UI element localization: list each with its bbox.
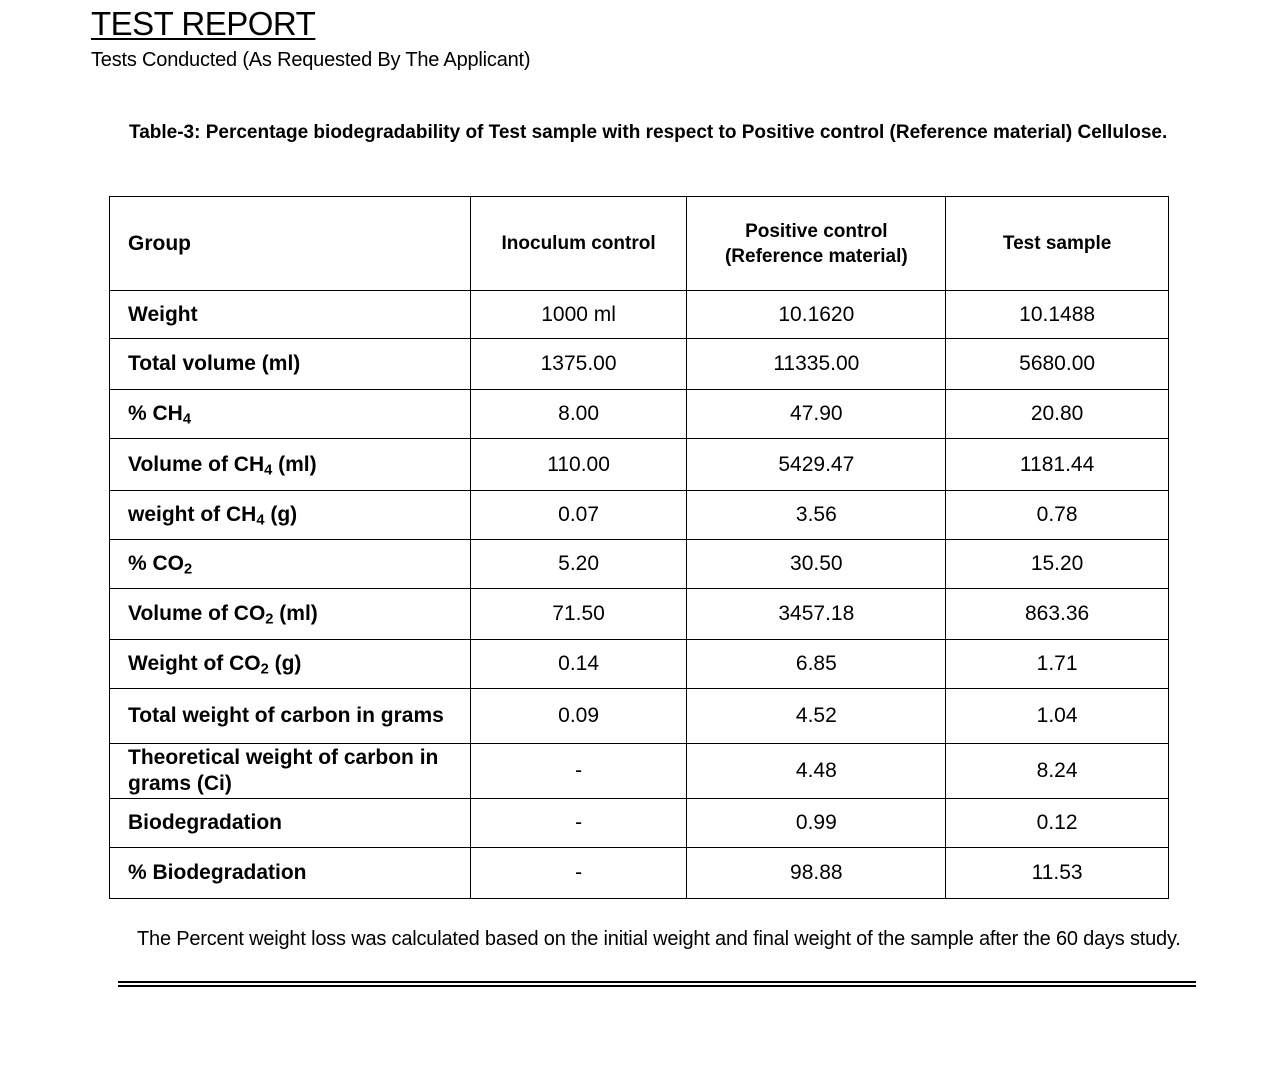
footer-double-rule bbox=[118, 981, 1196, 987]
row-label-suffix: (ml) bbox=[273, 602, 318, 625]
row-label bbox=[110, 848, 471, 899]
cell-inoculum-control: 5.20 bbox=[470, 540, 687, 589]
row-label-subscript: 4 bbox=[256, 512, 265, 529]
row-label bbox=[110, 689, 471, 744]
row-label-text: % CO bbox=[128, 552, 185, 575]
table-body bbox=[110, 291, 1169, 899]
cell-test-sample: 0.12 bbox=[946, 799, 1169, 848]
report-subtitle: Tests Conducted (As Requested By The Applicant) bbox=[91, 49, 531, 71]
row-label-subscript: 4 bbox=[264, 462, 273, 479]
cell-positive-control: 47.90 bbox=[687, 390, 946, 439]
cell-inoculum-control: - bbox=[470, 744, 687, 799]
table-row bbox=[110, 491, 1169, 540]
row-label bbox=[110, 439, 471, 491]
row-label bbox=[110, 491, 471, 540]
cell-positive-control: 4.48 bbox=[687, 744, 946, 799]
row-label bbox=[110, 799, 471, 848]
cell-positive-control: 98.88 bbox=[687, 848, 946, 899]
row-label bbox=[110, 589, 471, 640]
table-row bbox=[110, 540, 1169, 589]
table-row bbox=[110, 799, 1169, 848]
row-label-text: Theoretical weight of carbon in grams (Ci) bbox=[128, 746, 439, 795]
cell-positive-control: 5429.47 bbox=[687, 439, 946, 491]
row-label-subscript: 4 bbox=[182, 411, 192, 428]
row-label-text: % CH bbox=[128, 402, 183, 425]
cell-inoculum-control: 1375.00 bbox=[470, 339, 687, 390]
table-row bbox=[110, 339, 1169, 390]
cell-positive-control: 30.50 bbox=[687, 540, 946, 589]
cell-inoculum-control: 0.07 bbox=[470, 491, 687, 540]
cell-test-sample: 11.53 bbox=[946, 848, 1169, 899]
footnote: The Percent weight loss was calculated based on the initial weight and final weight of the sample after the 60 days study. bbox=[137, 928, 1181, 950]
table-caption: Table-3: Percentage biodegradability of Test sample with respect to Positive control (Reference material) Cellulose. bbox=[129, 122, 1168, 143]
header-positive-control-line1: Positive control bbox=[745, 220, 888, 242]
header-positive-control-line2: (Reference material) bbox=[724, 245, 908, 267]
cell-positive-control: 0.99 bbox=[687, 799, 946, 848]
row-label-text: Total weight of carbon in grams bbox=[128, 704, 444, 727]
table-row bbox=[110, 744, 1169, 799]
table-header-row bbox=[110, 197, 1169, 291]
row-label-text: Biodegradation bbox=[128, 811, 283, 834]
table-row bbox=[110, 589, 1169, 640]
table-row bbox=[110, 390, 1169, 439]
row-label-subscript: 2 bbox=[260, 661, 269, 678]
header-inoculum-control: Inoculum control bbox=[470, 197, 687, 291]
cell-inoculum-control: 8.00 bbox=[470, 390, 687, 439]
row-label-suffix: (ml) bbox=[272, 452, 317, 476]
cell-inoculum-control: 110.00 bbox=[470, 439, 687, 491]
cell-inoculum-control: 71.50 bbox=[470, 589, 687, 640]
header-test-sample: Test sample bbox=[946, 197, 1169, 291]
cell-test-sample: 1.71 bbox=[946, 640, 1169, 689]
table-row bbox=[110, 848, 1169, 899]
table-row bbox=[110, 689, 1169, 744]
row-label-suffix: (g) bbox=[268, 652, 302, 675]
cell-test-sample: 15.20 bbox=[946, 540, 1169, 589]
cell-positive-control: 10.1620 bbox=[687, 291, 946, 339]
row-label-subscript: 2 bbox=[184, 561, 193, 578]
cell-inoculum-control: 1000 ml bbox=[470, 291, 687, 339]
cell-test-sample: 0.78 bbox=[946, 491, 1169, 540]
biodegradability-table bbox=[109, 196, 1169, 899]
cell-positive-control: 11335.00 bbox=[687, 339, 946, 390]
row-label bbox=[110, 390, 471, 439]
cell-inoculum-control: - bbox=[470, 799, 687, 848]
row-label bbox=[110, 339, 471, 390]
row-label bbox=[110, 291, 471, 339]
table-row bbox=[110, 439, 1169, 491]
cell-test-sample: 1181.44 bbox=[946, 439, 1169, 491]
row-label-text: Weight bbox=[128, 302, 198, 326]
row-label bbox=[110, 744, 471, 799]
table-row bbox=[110, 291, 1169, 339]
row-label-text: Volume of CO bbox=[128, 602, 266, 625]
cell-positive-control: 6.85 bbox=[687, 640, 946, 689]
cell-inoculum-control: 0.14 bbox=[470, 640, 687, 689]
cell-test-sample: 5680.00 bbox=[946, 339, 1169, 390]
row-label-text: Total volume (ml) bbox=[128, 352, 301, 375]
table-row bbox=[110, 640, 1169, 689]
cell-test-sample: 20.80 bbox=[946, 390, 1169, 439]
cell-positive-control: 3457.18 bbox=[687, 589, 946, 640]
row-label-suffix: (g) bbox=[264, 503, 298, 526]
cell-test-sample: 863.36 bbox=[946, 589, 1169, 640]
report-title: TEST REPORT bbox=[91, 5, 316, 42]
row-label-text: % Biodegradation bbox=[128, 861, 307, 884]
row-label-text: Volume of CH bbox=[128, 452, 265, 476]
row-label-subscript: 2 bbox=[265, 611, 274, 628]
row-label-text: weight of CH bbox=[128, 503, 257, 526]
header-positive-control bbox=[687, 197, 946, 291]
cell-positive-control: 3.56 bbox=[687, 491, 946, 540]
row-label-text: Weight of CO bbox=[128, 652, 261, 675]
cell-test-sample: 8.24 bbox=[946, 744, 1169, 799]
cell-inoculum-control: - bbox=[470, 848, 687, 899]
cell-test-sample: 1.04 bbox=[946, 689, 1169, 744]
row-label bbox=[110, 640, 471, 689]
header-group: Group bbox=[110, 197, 471, 291]
cell-test-sample: 10.1488 bbox=[946, 291, 1169, 339]
cell-inoculum-control: 0.09 bbox=[470, 689, 687, 744]
row-label bbox=[110, 540, 471, 589]
cell-positive-control: 4.52 bbox=[687, 689, 946, 744]
